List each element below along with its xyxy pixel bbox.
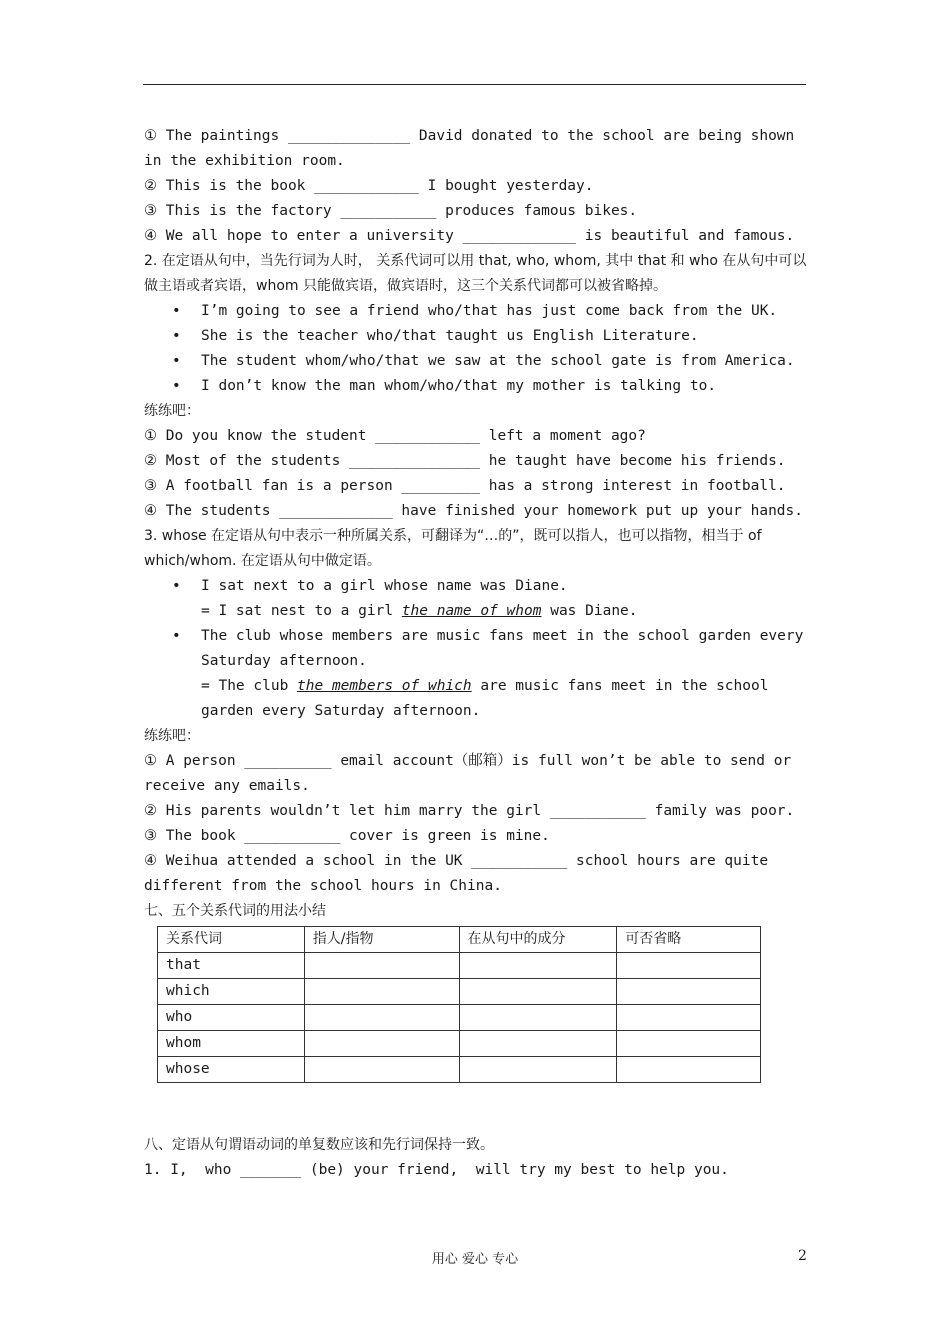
bullet-dot: • <box>172 378 181 394</box>
table-cell[interactable] <box>304 1031 459 1057</box>
exercise-line: ④ We all hope to enter a university _____________ is beautiful and famous. <box>144 228 795 244</box>
page-number: 2 <box>798 1248 807 1264</box>
table-cell[interactable] <box>304 979 459 1005</box>
table-header-cell: 关系代词 <box>158 927 305 953</box>
exercise-line: ① A person __________ email account（邮箱）is full won’t be able to send or receive any emails. <box>144 753 800 794</box>
section2-examples <box>144 299 808 399</box>
table-cell[interactable] <box>617 1005 761 1031</box>
table-row <box>158 953 761 979</box>
bullet-dot: • <box>172 303 181 319</box>
table-cell[interactable] <box>304 953 459 979</box>
example-equivalent: = I sat nest to a girl the name of whom was Diane. <box>201 603 638 619</box>
table-cell[interactable] <box>617 1031 761 1057</box>
bullet-dot: • <box>172 578 181 594</box>
section7-title: 七、五个关系代词的用法小结 <box>144 903 326 919</box>
table-cell[interactable] <box>304 1005 459 1031</box>
exercise-line: ② Most of the students _______________ he taught have become his friends. <box>144 453 786 469</box>
table-cell: who <box>158 1005 305 1031</box>
example-bullet <box>144 574 808 599</box>
practice-label: 练练吧： <box>144 728 200 744</box>
exercise-line: ① The paintings ______________ David donated to the school are being shown in the exhibition room. <box>144 128 804 169</box>
example-text: I’m going to see a friend who/that has just come back from the UK. <box>201 303 778 319</box>
table-cell[interactable] <box>617 979 761 1005</box>
table-cell: which <box>158 979 305 1005</box>
header-rule <box>143 84 806 85</box>
example-text: The club whose members are music fans meet in the school garden every Saturday afternoon. <box>201 628 813 669</box>
example-bullet <box>144 624 813 674</box>
bullet-dot: • <box>172 328 181 344</box>
section3-intro: 3. whose 在定语从句中表示一种所属关系，可翻译为“…的”，既可以指人，也可以指物，相当于 of which/whom. 在定语从句中做定语。 <box>144 528 766 569</box>
footer-text: 用心 爱心 专心 <box>431 1252 519 1267</box>
section2-intro: 2. 在定语从句中，当先行词为人时， 关系代词可以用 that, who, whom, 其中 that 和 who 在从句中可以做主语或者宾语，whom 只能做宾语，做宾语时，这三个关系代词都可以被省略掉。 <box>144 253 807 294</box>
bullet-dot: • <box>172 628 181 644</box>
table-row <box>158 1031 761 1057</box>
table-cell[interactable] <box>459 1005 617 1031</box>
table-row <box>158 1005 761 1031</box>
section1-exercise <box>144 124 808 249</box>
table-cell: that <box>158 953 305 979</box>
table-cell[interactable] <box>459 953 617 979</box>
table-cell[interactable] <box>459 1057 617 1083</box>
table-cell: whose <box>158 1057 305 1083</box>
exercise-line: ③ A football fan is a person _________ has a strong interest in football. <box>144 478 786 494</box>
exercise-line: ② His parents wouldn’t let him marry the girl ___________ family was poor. <box>144 803 795 819</box>
example-equivalent: = The club the members of which are music fans meet in the school garden every Saturday afternoon. <box>201 678 778 719</box>
exercise-line: ④ The students _____________ have finished your homework put up your hands. <box>144 503 803 519</box>
table-header-cell: 指人/指物 <box>304 927 459 953</box>
table-header-row <box>158 927 761 953</box>
bullet-dot: • <box>172 353 181 369</box>
document-body <box>144 124 813 1183</box>
underlined-phrase: the name of whom <box>401 603 542 619</box>
pronoun-summary-table <box>157 926 761 1083</box>
practice-label: 练练吧： <box>144 403 200 419</box>
table-header-cell: 可否省略 <box>617 927 761 953</box>
table-row <box>158 979 761 1005</box>
exercise-line: ④ Weihua attended a school in the UK ___________ school hours are quite different from the school hours in China. <box>144 853 777 894</box>
underlined-phrase: the members of which <box>297 678 472 694</box>
table-cell[interactable] <box>617 953 761 979</box>
exercise-line: ① Do you know the student ____________ left a moment ago? <box>144 428 646 444</box>
exercise-line: ② This is the book ____________ I bought yesterday. <box>144 178 594 194</box>
exercise-line: ③ The book ___________ cover is green is mine. <box>144 828 550 844</box>
spacer <box>144 1083 808 1133</box>
table-row <box>158 1057 761 1083</box>
section3-exercise <box>144 749 808 899</box>
example-text: I sat next to a girl whose name was Diane. <box>201 578 568 594</box>
table-cell[interactable] <box>304 1057 459 1083</box>
example-bullet <box>144 324 808 349</box>
section8-title: 八、定语从句谓语动词的单复数应该和先行词保持一致。 <box>144 1137 494 1153</box>
example-text: The student whom/who/that we saw at the school gate is from America. <box>201 353 795 369</box>
exercise-line: ③ This is the factory ___________ produces famous bikes. <box>144 203 638 219</box>
exercise-line: 1. I, who _______ (be) your friend, will try my best to help you. <box>144 1162 729 1178</box>
table-cell[interactable] <box>459 1031 617 1057</box>
example-bullet <box>144 299 808 324</box>
table-cell[interactable] <box>459 979 617 1005</box>
example-text: I don’t know the man whom/who/that my mother is talking to. <box>201 378 717 394</box>
example-text: She is the teacher who/that taught us English Literature. <box>201 328 699 344</box>
table-cell[interactable] <box>617 1057 761 1083</box>
example-bullet <box>144 374 808 399</box>
example-bullet <box>144 349 808 374</box>
table-cell: whom <box>158 1031 305 1057</box>
table-header-cell: 在从句中的成分 <box>459 927 617 953</box>
section2-exercise <box>144 424 808 524</box>
